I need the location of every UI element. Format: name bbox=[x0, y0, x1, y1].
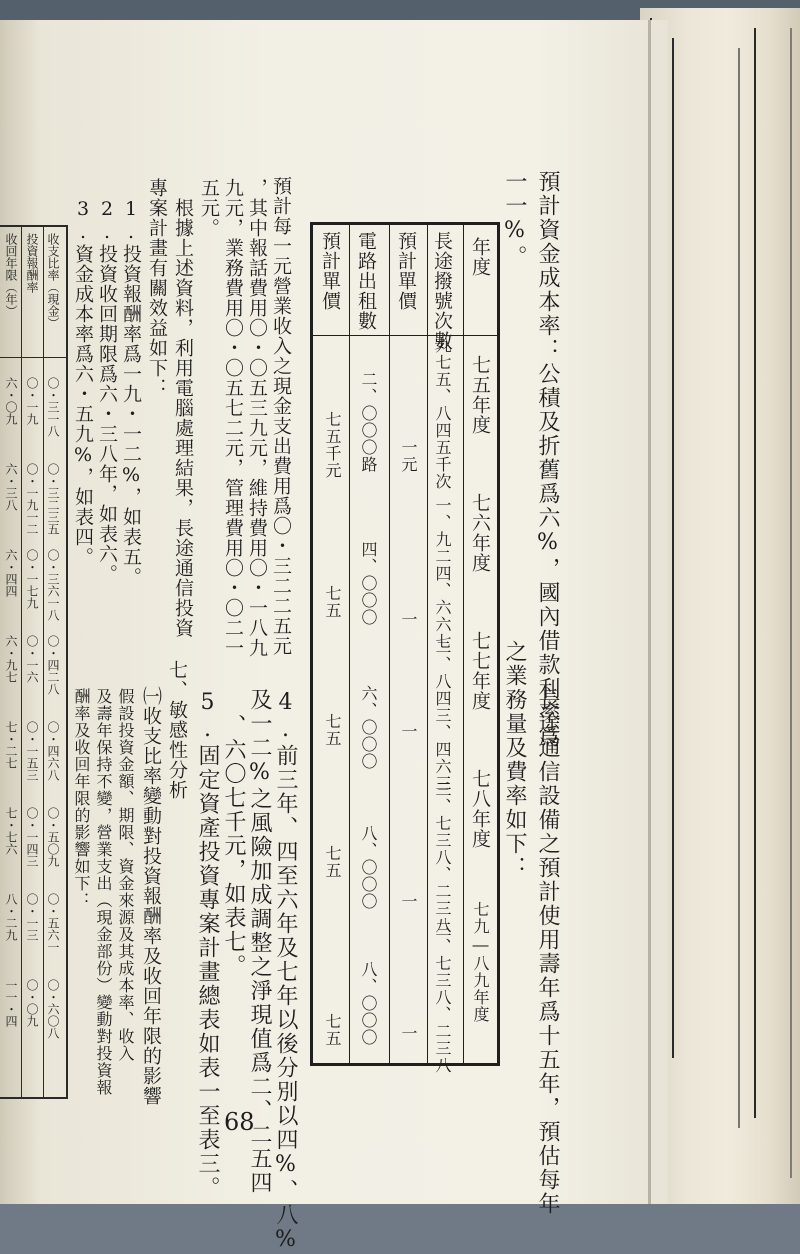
text-column: 九元，業務費用〇・〇五七二元，管理費用〇・〇二一 bbox=[222, 178, 244, 658]
side-table-cell: 〇・〇九 bbox=[25, 979, 39, 1027]
text-column: 3.資金成本率爲六・五九%，如表四。 bbox=[72, 198, 94, 567]
side-table-cell: 〇・一五三 bbox=[25, 721, 39, 781]
text-column: 及壽年保持不變，營業支出（現金部份）變動對投資報 bbox=[94, 688, 113, 1096]
side-table-cell: 七・二七 bbox=[4, 721, 18, 769]
table-cell: 八、〇〇〇 bbox=[359, 961, 378, 1046]
side-table-cell: 〇・四二八 bbox=[46, 635, 60, 695]
edge-line bbox=[738, 48, 740, 1128]
table-cell: 一 bbox=[399, 723, 418, 740]
side-table-cell: 〇・五六一 bbox=[46, 893, 60, 953]
side-table-cell: 六・四四 bbox=[4, 549, 18, 597]
edge-line bbox=[790, 28, 792, 1178]
table-cell: 六、〇〇〇 bbox=[359, 685, 378, 770]
table-cell: 七六年度 bbox=[469, 493, 491, 573]
table-line bbox=[463, 225, 464, 1063]
text-column: 4.前三年、四至六年及七年以後分別以四%、八% bbox=[273, 690, 298, 1254]
text-column: 假設投資金額、期限、資金來源及其成本率、收入 bbox=[116, 688, 135, 1062]
table-cell: 九七五、八四五千次 bbox=[433, 337, 452, 490]
table-cell: 三、七三八、二三八 bbox=[433, 781, 452, 934]
edge-line bbox=[754, 28, 756, 1118]
table-header: 預計單價 bbox=[395, 231, 417, 311]
text-column: 根據上述資料，利用電腦處理結果，長途通信投資 bbox=[172, 198, 194, 638]
side-table-cell: 〇・三六一八 bbox=[46, 549, 60, 621]
table-cell: 七五 bbox=[323, 585, 342, 619]
table-line bbox=[349, 225, 350, 1063]
table-header: 年度 bbox=[469, 237, 491, 277]
side-table-cell: 六・九七 bbox=[4, 635, 18, 683]
table-cell: 七九―八九年度 bbox=[471, 901, 490, 1023]
side-table-label: 收支比率（現金） bbox=[46, 233, 60, 329]
table-cell: 一、九二四、六六七 bbox=[433, 497, 452, 650]
table-line bbox=[427, 225, 428, 1063]
text-column: 預計資金成本率：公積及折舊爲六%，國內借款利率爲 bbox=[535, 170, 560, 749]
table-cell: 七五 bbox=[323, 713, 342, 747]
table-line bbox=[313, 335, 497, 336]
table-cell: 七五千元 bbox=[323, 411, 342, 479]
table-cell: 一 bbox=[399, 611, 418, 628]
table-cell: 八、〇〇〇 bbox=[359, 825, 378, 910]
table-line bbox=[0, 357, 66, 358]
side-table-cell: 〇・一七九 bbox=[25, 549, 39, 609]
text-column: 2.投資收回期限爲六・三八年，如表六。 bbox=[96, 198, 118, 584]
table-cell: 一 bbox=[399, 893, 418, 910]
table-header: 電路出租數 bbox=[355, 231, 377, 331]
text-column: ㈠收支比率變動對投資報酬率及收回年限的影響 bbox=[140, 686, 162, 1106]
side-table-cell: 八・二九 bbox=[4, 893, 18, 941]
side-table-cell: 七・七六 bbox=[4, 807, 18, 855]
table-cell: 七七年度 bbox=[469, 631, 491, 711]
side-table-cell: 〇・一九一二 bbox=[25, 463, 39, 535]
side-table-cell: 〇・一九 bbox=[25, 377, 39, 425]
text-column: 長途通信設備之預計使用壽年爲十五年，預估每年 bbox=[535, 688, 560, 1216]
text-column: 一一%。 bbox=[502, 170, 527, 269]
side-table-label: 收回年限（年） bbox=[4, 233, 18, 317]
text-column: 七、敏感性分析 bbox=[166, 660, 188, 800]
text-column: 、六〇七千元，如表七。 bbox=[221, 714, 246, 978]
side-table-cell: 六・〇九 bbox=[4, 377, 18, 425]
side-table-cell: 一一・四 bbox=[4, 979, 18, 1027]
table-cell: 七五 bbox=[323, 845, 342, 879]
edge-line bbox=[672, 38, 674, 1058]
table-cell: 七五年度 bbox=[469, 355, 491, 435]
side-table-label: 投資報酬率 bbox=[25, 233, 39, 293]
table-cell: 三、七三八、二三八 bbox=[433, 921, 452, 1074]
page-fold bbox=[648, 20, 651, 1204]
table-cell: 一元 bbox=[399, 439, 418, 473]
text-column: 五元。 bbox=[198, 178, 220, 238]
side-table-cell: 〇・六〇八 bbox=[46, 979, 60, 1039]
table-cell: 四、〇〇〇 bbox=[359, 541, 378, 626]
text-column: 及一二%之風險加成調整之淨現值爲二、二五四 bbox=[247, 688, 272, 1195]
business-volume-table bbox=[310, 222, 500, 1074]
table-cell: 七八年度 bbox=[469, 769, 491, 849]
sensitivity-table bbox=[0, 225, 68, 1099]
side-table-cell: 〇・一四三 bbox=[25, 807, 39, 867]
side-table-cell: 〇・一三 bbox=[25, 893, 39, 941]
text-column: 1.投資報酬率爲一九・一二%，如表五。 bbox=[120, 198, 142, 587]
side-table-cell: 〇・三二三五 bbox=[46, 463, 60, 535]
side-table-cell: 六・三八 bbox=[4, 463, 18, 511]
side-table-cell: 〇・三一八 bbox=[46, 377, 60, 437]
text-column: 之業務量及費率如下： bbox=[502, 640, 527, 880]
text-column: 5.固定資產投資專案計畫總表如表一至表三。 bbox=[195, 690, 220, 1200]
side-table-cell: 〇・四六八 bbox=[46, 721, 60, 781]
table-header: 長途撥號次數 bbox=[431, 231, 453, 351]
table-cell: 二、八四三、四六三 bbox=[433, 639, 452, 792]
side-table-cell: 〇・一六 bbox=[25, 635, 39, 683]
table-line bbox=[389, 225, 390, 1063]
table-cell: 一 bbox=[399, 1025, 418, 1042]
table-cell: 二、〇〇〇路 bbox=[359, 371, 378, 473]
text-column: 預計每一元營業收入之現金支出費用爲〇・三二二五元 bbox=[270, 176, 292, 656]
table-header: 預計單價 bbox=[319, 231, 341, 311]
text-column: 專案計畫有關效益如下： bbox=[146, 178, 168, 398]
page-number: 68 bbox=[224, 1108, 255, 1136]
text-column: ，其中報話費用〇・〇五三九元，維持費用〇・一八九 bbox=[246, 178, 268, 658]
text-column: 酬率及收回年限的影響如下： bbox=[72, 688, 91, 909]
table-cell: 七五 bbox=[323, 1013, 342, 1047]
side-table-cell: 〇・五〇九 bbox=[46, 807, 60, 867]
